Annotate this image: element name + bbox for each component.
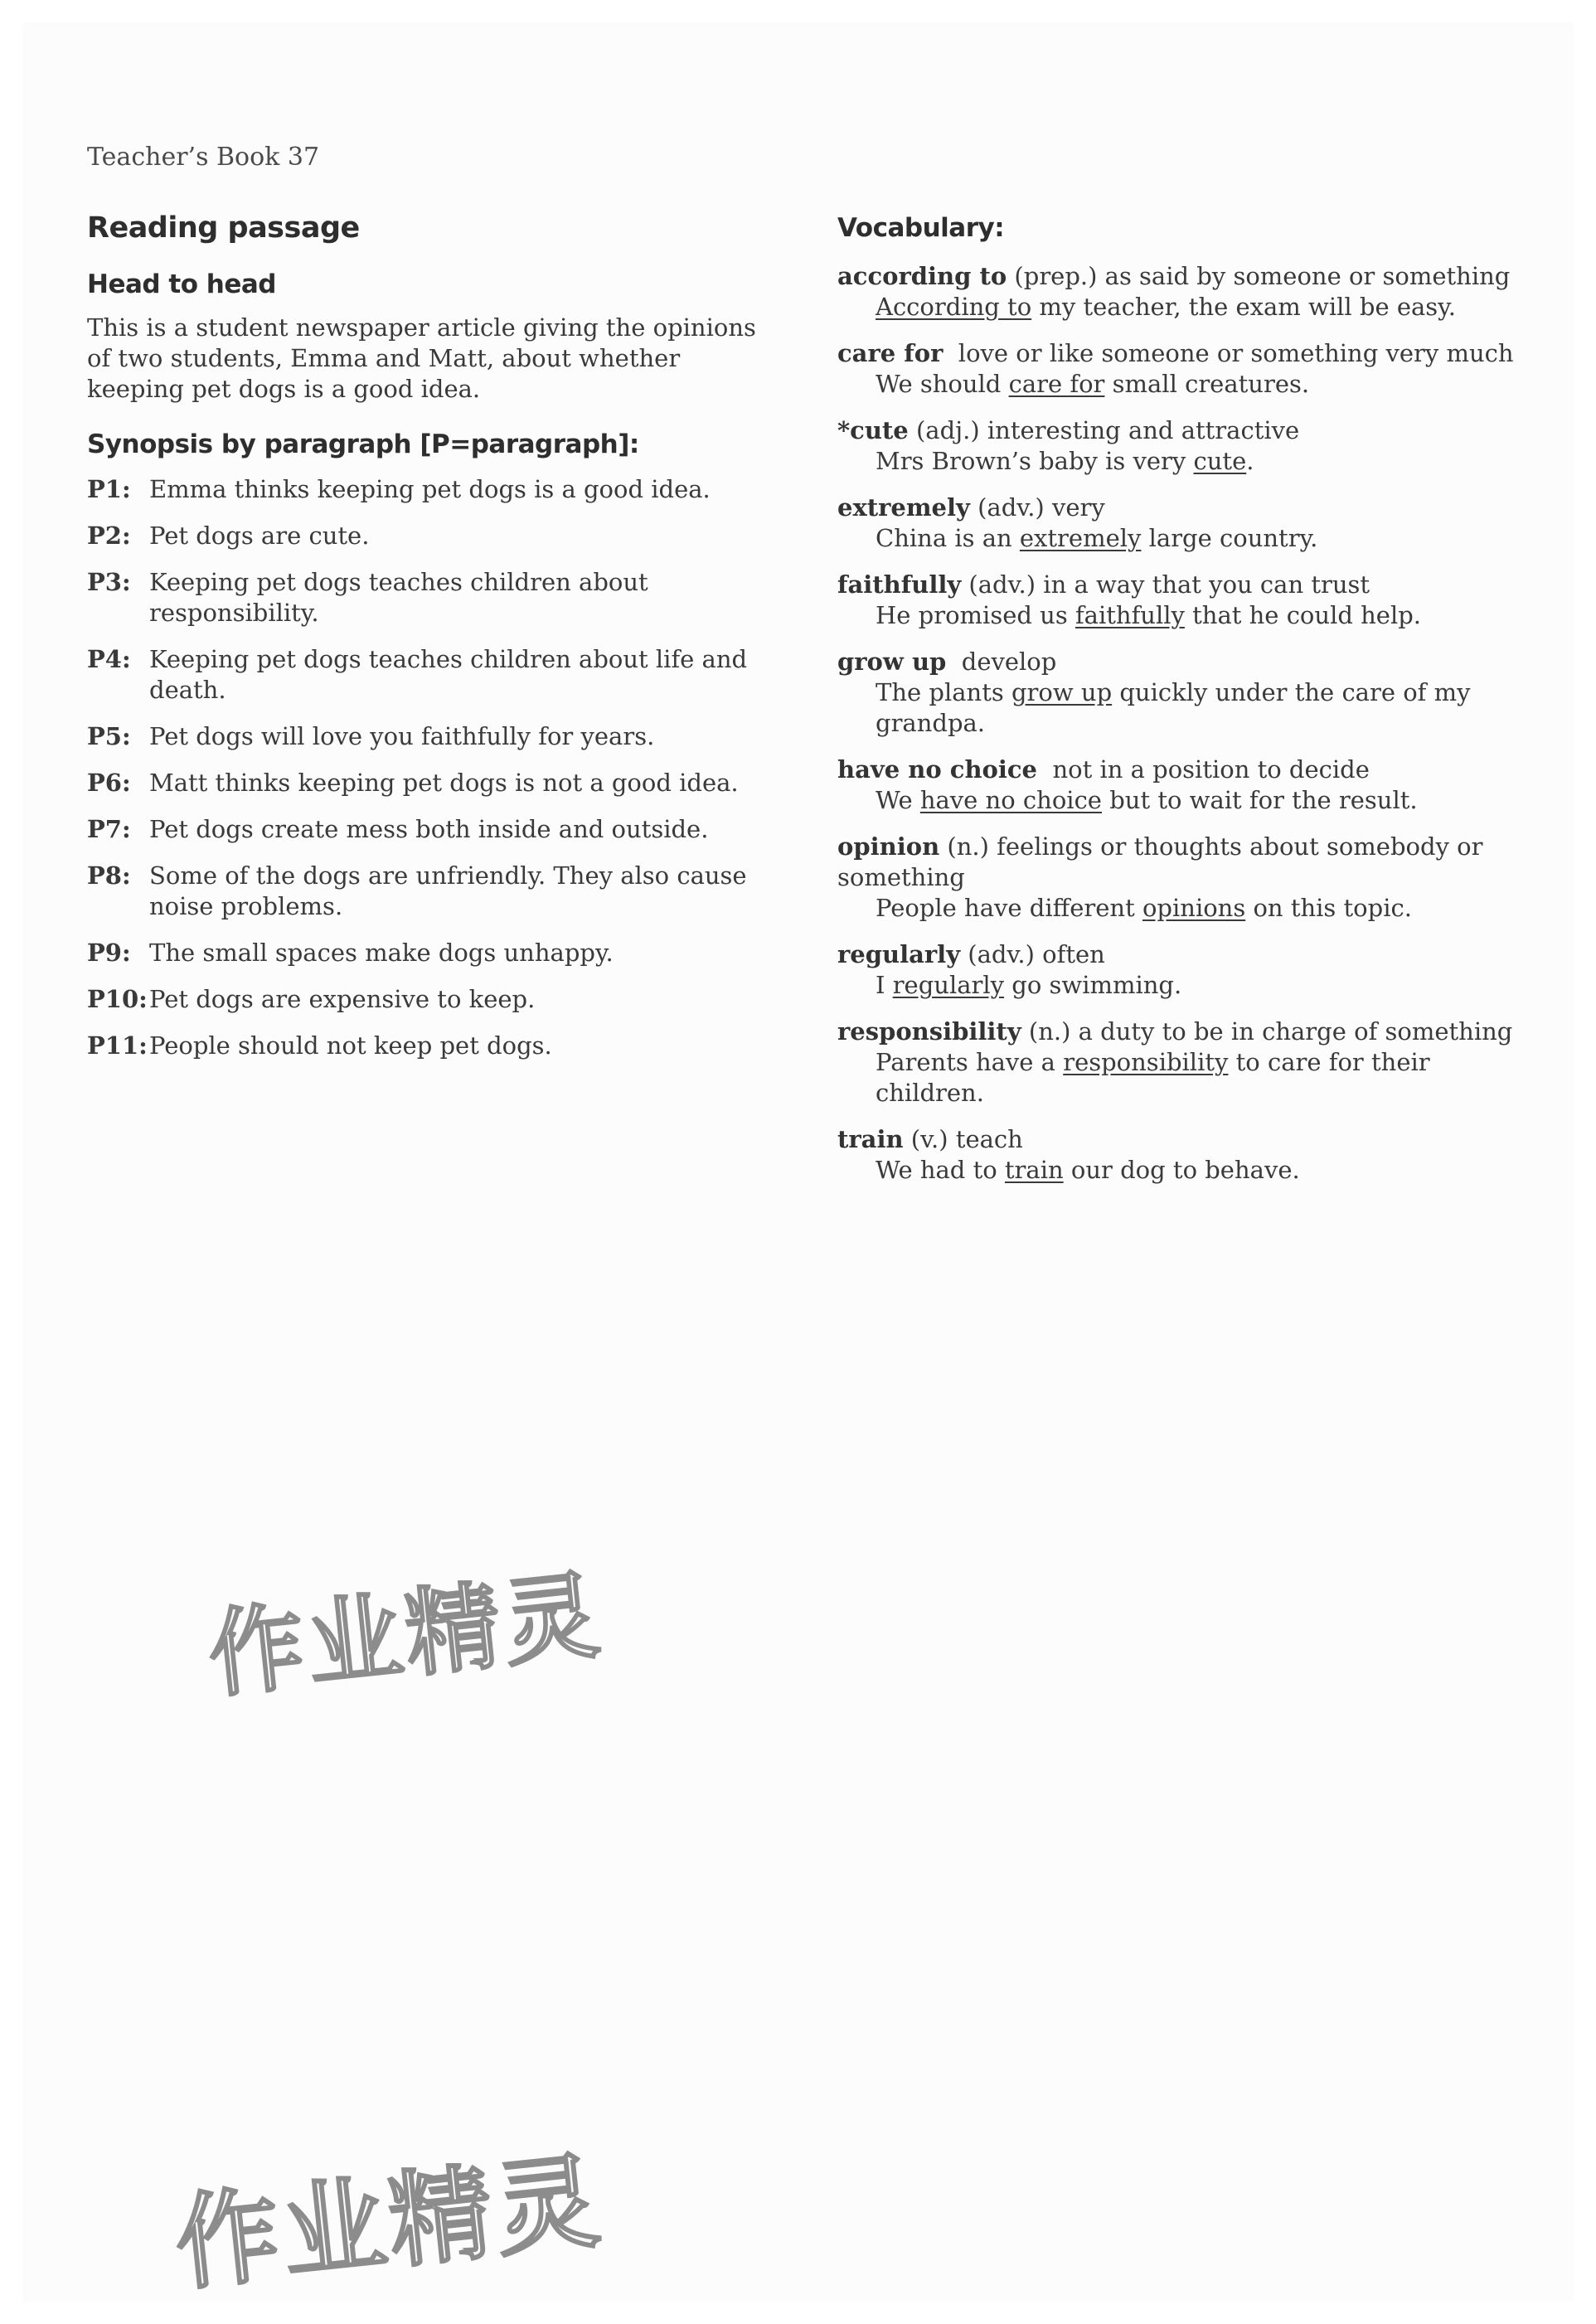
vocab-example: China is an extremely large country. bbox=[876, 524, 1318, 552]
vocab-entry bbox=[837, 832, 1534, 924]
paragraph-label: P6: bbox=[87, 769, 131, 797]
paragraph-summary: The small spaces make dogs unhappy. bbox=[149, 939, 614, 967]
paragraph-summary: Pet dogs are expensive to keep. bbox=[149, 985, 536, 1013]
vocab-definition: (n.) a duty to be in charge of something bbox=[1021, 1017, 1513, 1046]
vocab-definition: (adj.) interesting and attractive bbox=[908, 416, 1300, 444]
article-title: Head to head bbox=[87, 269, 276, 299]
vocab-entry bbox=[837, 338, 1534, 400]
vocabulary-column bbox=[837, 211, 1534, 1201]
vocab-entry bbox=[837, 647, 1534, 739]
vocab-definition: love or like someone or something very much bbox=[943, 339, 1514, 367]
synopsis-item bbox=[87, 984, 775, 1015]
vocab-term: *cute bbox=[837, 416, 909, 444]
section-title: Reading passage bbox=[87, 211, 360, 245]
vocab-term: train bbox=[837, 1125, 904, 1153]
vocab-term: according to bbox=[837, 262, 1007, 290]
synopsis-item bbox=[87, 567, 775, 628]
vocab-term: responsibility bbox=[837, 1017, 1021, 1046]
vocab-definition: develop bbox=[946, 648, 1057, 676]
paragraph-label: P7: bbox=[87, 815, 131, 843]
vocab-example-highlight: responsibility bbox=[1063, 1048, 1229, 1076]
vocab-entry bbox=[837, 1016, 1534, 1109]
vocab-example: People have different opinions on this topic. bbox=[876, 894, 1412, 922]
vocab-example-highlight: regularly bbox=[892, 971, 1005, 999]
vocab-example-highlight: extremely bbox=[1019, 524, 1142, 552]
synopsis-item bbox=[87, 474, 775, 505]
vocab-example-highlight: care for bbox=[1008, 370, 1105, 398]
vocab-example: He promised us faithfully that he could help. bbox=[876, 601, 1422, 629]
vocab-definition: (adv.) very bbox=[969, 493, 1105, 522]
paragraph-summary: Emma thinks keeping pet dogs is a good idea. bbox=[149, 475, 711, 503]
paragraph-summary: Keeping pet dogs teaches children about responsibility. bbox=[149, 568, 648, 627]
vocab-term: have no choice bbox=[837, 755, 1038, 784]
paragraph-label: P8: bbox=[87, 861, 131, 890]
vocab-entry bbox=[837, 1124, 1534, 1186]
vocab-definition: (n.) feelings or thoughts about somebody or something bbox=[837, 832, 1483, 891]
paragraph-summary: Keeping pet dogs teaches children about life and death. bbox=[149, 645, 748, 704]
vocab-definition: (adv.) in a way that you can trust bbox=[961, 570, 1370, 599]
paragraph-summary: Pet dogs are cute. bbox=[149, 522, 370, 550]
vocab-term: regularly bbox=[837, 940, 961, 968]
vocab-example-highlight: have no choice bbox=[919, 786, 1102, 814]
paragraph-summary: Some of the dogs are unfriendly. They also cause noise problems. bbox=[149, 861, 747, 920]
synopsis-item bbox=[87, 768, 775, 798]
vocab-example-highlight: opinions bbox=[1142, 894, 1246, 922]
vocab-example: Parents have a responsibility to care for their children. bbox=[876, 1048, 1430, 1107]
vocab-example: We should care for small creatures. bbox=[876, 370, 1310, 398]
paragraph-label: P11: bbox=[87, 1031, 148, 1060]
intro-paragraph: This is a student newspaper article giving the opinions of two students, Emma and Matt, about whether keeping pet dogs is a good idea. bbox=[87, 313, 756, 403]
vocab-example: According to my teacher, the exam will be easy. bbox=[876, 293, 1456, 321]
vocab-example-highlight: According to bbox=[876, 293, 1032, 321]
synopsis-item bbox=[87, 521, 775, 551]
paragraph-label: P9: bbox=[87, 939, 131, 967]
vocab-term: faithfully bbox=[837, 570, 962, 599]
page-header: Teacher’s Book 37 bbox=[87, 143, 320, 172]
watermark-text: 作业精灵 bbox=[203, 1560, 608, 1712]
vocab-example-highlight: grow up bbox=[1011, 678, 1113, 706]
vocab-example-highlight: cute bbox=[1193, 447, 1247, 475]
vocab-example: We have no choice but to wait for the result. bbox=[876, 786, 1418, 814]
vocab-definition: (adv.) often bbox=[960, 940, 1105, 968]
vocab-term: opinion bbox=[837, 832, 940, 861]
vocab-example: We had to train our dog to behave. bbox=[876, 1156, 1300, 1184]
vocab-example-highlight: train bbox=[1004, 1156, 1064, 1184]
vocab-term: care for bbox=[837, 339, 944, 367]
vocab-entry bbox=[837, 261, 1534, 323]
synopsis-item bbox=[87, 861, 775, 922]
paragraph-label: P3: bbox=[87, 568, 131, 596]
synopsis-item bbox=[87, 938, 775, 968]
synopsis-item bbox=[87, 814, 775, 845]
paragraph-label: P5: bbox=[87, 722, 131, 750]
reading-passage-column bbox=[87, 211, 775, 1077]
vocab-entry bbox=[837, 492, 1534, 554]
watermark-text: 作业精灵 bbox=[170, 2141, 609, 2306]
vocab-entry bbox=[837, 754, 1534, 816]
paragraph-label: P1: bbox=[87, 475, 131, 503]
paragraph-summary: Matt thinks keeping pet dogs is not a good idea. bbox=[149, 769, 739, 797]
paragraph-summary: Pet dogs will love you faithfully for years. bbox=[149, 722, 655, 750]
vocab-example: Mrs Brown’s baby is very cute. bbox=[876, 447, 1254, 475]
paragraph-summary: Pet dogs create mess both inside and outside. bbox=[149, 815, 709, 843]
vocab-entry bbox=[837, 939, 1534, 1001]
vocab-term: extremely bbox=[837, 493, 970, 522]
vocab-definition: (v.) teach bbox=[903, 1125, 1023, 1153]
vocab-example: The plants grow up quickly under the care of my grandpa. bbox=[876, 678, 1471, 737]
synopsis-title: Synopsis by paragraph [P=paragraph]: bbox=[87, 429, 639, 459]
vocab-definition: (prep.) as said by someone or something bbox=[1007, 262, 1511, 290]
vocabulary-title: Vocabulary: bbox=[837, 213, 1005, 243]
vocab-example-highlight: faithfully bbox=[1075, 601, 1185, 629]
paragraph-label: P4: bbox=[87, 645, 131, 673]
synopsis-list bbox=[87, 474, 775, 1061]
vocab-term: grow up bbox=[837, 648, 947, 676]
paragraph-summary: People should not keep pet dogs. bbox=[149, 1031, 552, 1060]
paragraph-label: P2: bbox=[87, 522, 131, 550]
vocab-entry bbox=[837, 570, 1534, 631]
synopsis-item bbox=[87, 644, 775, 706]
vocab-example: I regularly go swimming. bbox=[876, 971, 1182, 999]
synopsis-item bbox=[87, 721, 775, 752]
paragraph-label: P10: bbox=[87, 985, 148, 1013]
vocab-definition: not in a position to decide bbox=[1037, 755, 1370, 784]
synopsis-item bbox=[87, 1031, 775, 1061]
vocab-entry bbox=[837, 415, 1534, 477]
